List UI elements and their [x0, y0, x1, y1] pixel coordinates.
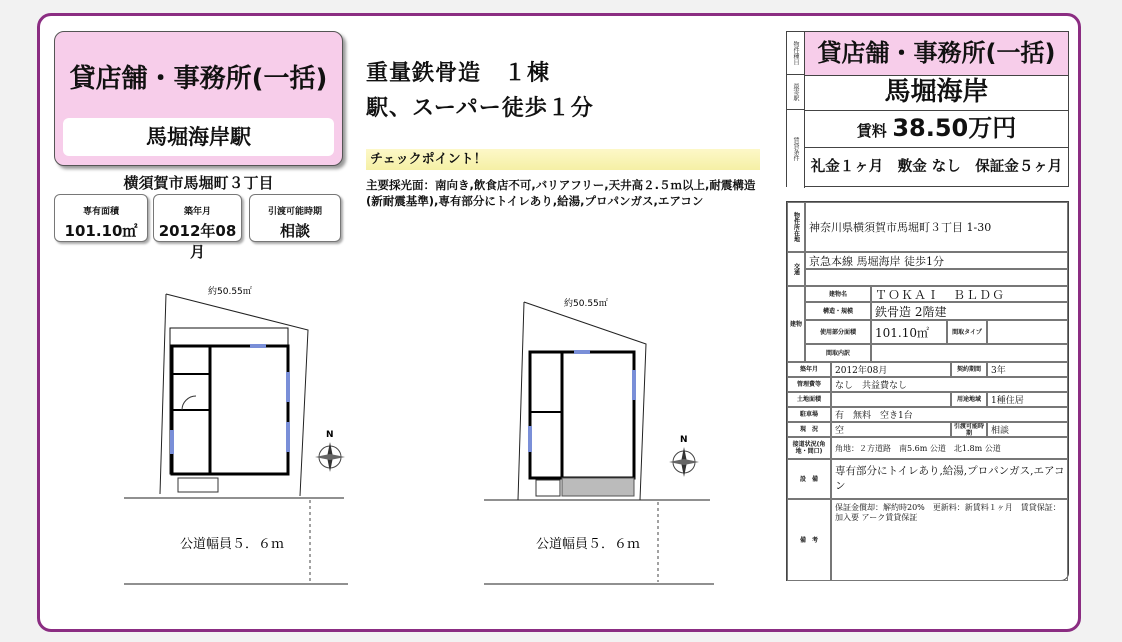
notes-label: 備 考	[787, 499, 831, 581]
building-name-label: 建物名	[805, 286, 871, 302]
headline-line2: 駅、スーパー徒歩１分	[366, 96, 594, 121]
facility-label: 設 備	[787, 459, 831, 499]
window	[170, 430, 174, 454]
status-value: 空	[831, 422, 951, 437]
facility-value: 専有部分にトイレあり,給湯,プロパンガス,エアコン	[831, 459, 1068, 499]
handover-label: 引渡可能時期	[951, 422, 987, 437]
property-title-card	[54, 31, 343, 166]
stat-built-date	[153, 194, 242, 261]
stairs	[178, 478, 218, 492]
side-label-terms: 賃貸条件	[787, 110, 805, 188]
plot-line	[524, 302, 646, 500]
north-label: N	[326, 430, 334, 440]
checkpoint-title: チェックポイント！	[366, 149, 760, 170]
stat-value: 相談	[279, 222, 310, 240]
building-wall	[530, 352, 634, 478]
window	[528, 426, 532, 452]
summary-box	[786, 31, 1069, 187]
checkpoint-text: 主要採光面：南向き,飲食店不可,バリアフリー,天井高２.５ｍ以上,耐震構造(新耐震基準),専有部分にトイレあり,給湯,プロパンガス,エアコン	[366, 178, 756, 208]
floorplan-2	[478, 290, 722, 590]
door-arc	[182, 396, 196, 410]
stat-value: 2012年08月	[158, 222, 237, 261]
window	[632, 370, 636, 400]
notes-value: 保証金償却：解約時20% 更新料：新賃料１ヶ月 賃貸保証：加入要 アーク賃貸保証	[831, 499, 1068, 581]
stat-label: 引渡可能時期	[267, 207, 322, 217]
land-value	[831, 392, 951, 407]
layout-detail-value	[871, 344, 1068, 362]
summary-rent	[805, 110, 1068, 148]
compass-icon	[315, 430, 345, 472]
transport-label: 交通	[787, 252, 805, 286]
structure-label: 構造・規模	[805, 302, 871, 320]
floor-area-label: 約50.55㎡	[564, 299, 608, 309]
stat-label: 専有面積	[82, 207, 119, 217]
mgmt-label: 管理費等	[787, 377, 831, 392]
layout-type-value	[987, 320, 1068, 344]
layout-detail-label: 間取内訳	[805, 344, 871, 362]
stat-label: 築年月	[183, 207, 211, 217]
stat-value: 101.10㎡	[64, 222, 138, 240]
window	[250, 344, 266, 348]
parking-value: 有 無料 空き1台	[831, 407, 1068, 422]
stat-handover	[249, 194, 341, 242]
headline-line1: 重量鉄骨造 １棟	[366, 61, 551, 86]
compass-icon	[669, 435, 699, 477]
land-label: 土地面積	[787, 392, 831, 407]
floor-area-label: 約50.55㎡	[208, 287, 252, 297]
window	[286, 372, 290, 402]
mgmt-value: なし 共益費なし	[831, 377, 1068, 392]
transport-value: 京急本線 馬堀海岸 徒歩1分	[805, 252, 1068, 269]
road-width-label: 公道幅員５．６ｍ	[536, 537, 641, 552]
zone-label: 用途地域	[951, 392, 987, 407]
window	[574, 350, 590, 354]
location-value: 神奈川県横須賀市馬堀町３丁目 1-30	[805, 202, 1068, 252]
building-outline	[170, 328, 288, 474]
building-label: 建物	[787, 286, 805, 362]
spec-table	[786, 201, 1069, 581]
building-name-value: ＴＯＫＡＩ ＢＬＤＧ	[871, 286, 1068, 302]
area-label: 使用部分面積	[805, 320, 871, 344]
side-label-station: 最寄駅	[787, 75, 805, 110]
plot-line	[160, 294, 166, 494]
property-type-title: 貸店舗・事務所(一括)	[69, 64, 328, 94]
floorplan-1	[120, 282, 360, 592]
zone-value: 1種住居	[987, 392, 1068, 407]
summary-terms: 礼金１ヶ月 敷金 なし 保証金５ヶ月	[810, 159, 1063, 175]
summary-station: 馬堀海岸	[805, 75, 1068, 111]
rent-label: 賃料	[856, 122, 887, 140]
road-value: 角地：２方道路 南5.6m 公道 北1.8m 公道	[831, 437, 1068, 459]
north-label: N	[680, 435, 688, 445]
parking-label: 駐車場	[787, 407, 831, 422]
property-address: 横須賀市馬堀町３丁目	[123, 174, 274, 192]
transport-blank	[805, 269, 1068, 286]
handover-value: 相談	[987, 422, 1068, 437]
structure-value: 鉄骨造 2階建	[871, 302, 1068, 320]
area-value: 101.10㎡	[871, 320, 947, 344]
stat-floor-area	[54, 194, 148, 242]
contract-label: 契約期間	[951, 362, 987, 377]
built-label: 築年月	[787, 362, 831, 377]
plot-line	[518, 302, 524, 500]
stairs	[536, 480, 560, 496]
location-label: 物件所在地	[787, 202, 805, 252]
nearest-station: 馬堀海岸駅	[63, 118, 334, 156]
summary-type: 貸店舗・事務所(一括)	[805, 32, 1068, 76]
road-width-label: 公道幅員５．６ｍ	[180, 537, 285, 552]
road-label: 接道状況(角地・間口)	[787, 437, 831, 459]
contract-value: 3年	[987, 362, 1068, 377]
side-label-type: 物件種目	[787, 32, 805, 75]
built-value: 2012年08月	[831, 362, 951, 377]
layout-type-label: 間取タイプ	[947, 320, 987, 344]
tiled-area	[562, 478, 634, 496]
status-label: 現 況	[787, 422, 831, 437]
window	[286, 422, 290, 452]
rent-value: 38.50万円	[892, 114, 1017, 142]
